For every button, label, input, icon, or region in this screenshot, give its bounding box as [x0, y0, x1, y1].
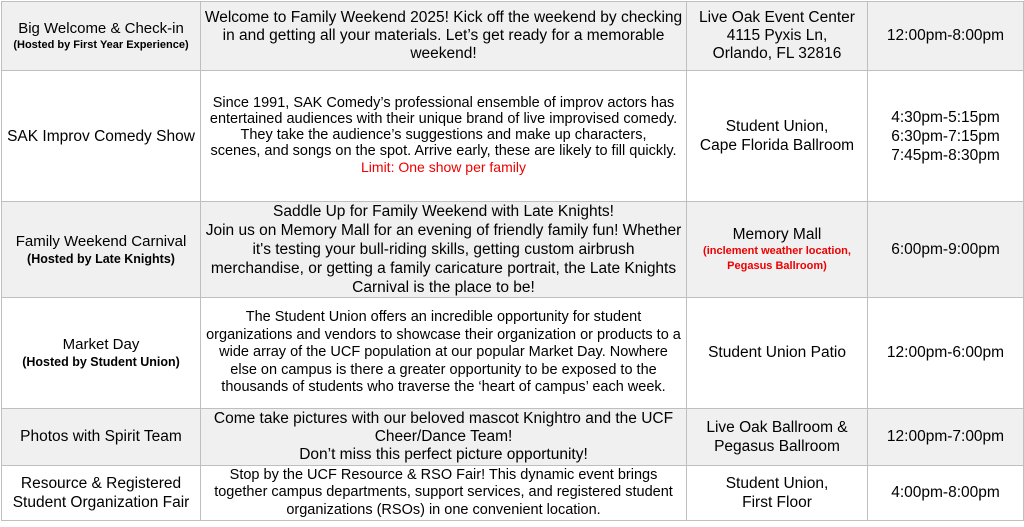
event-name: Family Weekend Carnival [15, 232, 187, 250]
event-location-cell [687, 409, 868, 466]
event-time: 12:00pm-8:00pm [886, 27, 1005, 45]
event-name: Photos with Spirit Team [20, 428, 182, 446]
event-name: Market Day [62, 336, 140, 353]
event-time: 4:30pm-5:15pm [891, 108, 1000, 126]
event-name: Resource & Registered Student Organization Fair [12, 475, 190, 511]
event-description: Saddle Up for Family Weekend with Late Knights! [273, 203, 614, 220]
event-name-cell [2, 409, 201, 466]
event-host: (Hosted by Student Union) [22, 355, 180, 369]
event-name-cell [2, 466, 201, 521]
event-time: 4:00pm-8:00pm [891, 484, 1000, 502]
event-time: 6:30pm-7:15pm [891, 127, 1000, 145]
table-row [2, 202, 1024, 298]
event-name-cell [2, 298, 201, 409]
event-description: Stop by the UCF Resource & RSO Fair! This dynamic event brings together campus departments, support services, and registered student organizations (RSOs) in one convenient location. [214, 466, 673, 518]
event-name: SAK Improv Comedy Show [7, 127, 195, 145]
event-description-cell [201, 298, 687, 409]
event-description: Don’t miss this perfect picture opportunity! [299, 446, 588, 463]
event-location-cell [687, 298, 868, 409]
event-description-cell [201, 71, 687, 202]
table-row [2, 71, 1024, 202]
event-description-cell [201, 409, 687, 466]
event-location-cell [687, 71, 868, 202]
event-name-cell [2, 71, 201, 202]
event-location-line: Student Union, [725, 475, 829, 492]
event-time-cell [868, 298, 1024, 409]
schedule-table [1, 1, 1024, 521]
table-row [2, 298, 1024, 409]
event-limit-note: Limit: One show per family [361, 158, 526, 175]
event-host: (Hosted by Late Knights) [27, 251, 175, 266]
event-time-cell [868, 409, 1024, 466]
event-name-cell [2, 202, 201, 298]
table-row [2, 409, 1024, 466]
event-time: 12:00pm-6:00pm [886, 344, 1005, 362]
event-description: Join us on Memory Mall for an evening of friendly family fun! Whether it's testing your bull-riding skills, getting custom airbrush merchandise, or getting a family caricature portrait, the Late Knights Carnival is the place to be! [205, 222, 682, 296]
event-location-line: First Floor [742, 494, 812, 511]
event-description-cell [201, 2, 687, 71]
table-row [2, 466, 1024, 521]
event-location-line: Live Oak Event Center [699, 9, 855, 26]
event-host: (Hosted by First Year Experience) [13, 38, 189, 51]
event-name: Big Welcome & Check-in [18, 20, 184, 38]
event-description: scenes, and songs on the spot. Arrive early, these are likely to fill quickly. [210, 142, 677, 159]
event-description-cell [201, 202, 687, 298]
event-location-line: Orlando, FL 32816 [712, 45, 842, 62]
event-location-line: Pegasus Ballroom [714, 438, 840, 455]
event-location-cell [687, 202, 868, 298]
event-location-line: Memory Mall [732, 226, 822, 243]
event-description: The Student Union offers an incredible opportunity for student organizations and vendors to showcase their organization or products to a wide array of the UCF population at our popular Market Day. Nowhere else on campus is there a greater opportunity to be exposed to the thousands of students who traverse the ‘heart of campus’ each week. [206, 309, 681, 396]
event-name-cell [2, 2, 201, 71]
event-location-line: 4115 Pyxis Ln, [726, 27, 828, 44]
event-description-cell [201, 466, 687, 521]
event-time-cell [868, 71, 1024, 202]
event-time-cell [868, 466, 1024, 521]
event-location-line: Student Union Patio [708, 344, 846, 362]
event-description: Welcome to Family Weekend 2025! Kick off the weekend by checking in and getting all your materials. Let’s get ready for a memorable weekend! [204, 9, 683, 62]
event-time-cell [868, 2, 1024, 71]
event-time: 7:45pm-8:30pm [891, 146, 1000, 164]
event-location-line: Live Oak Ballroom & [706, 419, 848, 436]
event-location-cell [687, 2, 868, 71]
table-row [2, 2, 1024, 71]
event-description: Since 1991, SAK Comedy’s professional ensemble of improv actors has entertained audiences with their unique brand of live improvised comedy. They take the audience’s suggestions and make up characters, [209, 95, 678, 144]
event-time: 12:00pm-7:00pm [886, 428, 1005, 446]
event-time: 6:00pm-9:00pm [891, 240, 1000, 258]
event-weather-note: (inclement weather location, Pegasus Ballroom) [703, 245, 851, 272]
event-description: Come take pictures with our beloved mascot Knightro and the UCF Cheer/Dance Team! [213, 410, 674, 445]
event-location-line: Student Union, [725, 118, 829, 135]
event-time-cell [868, 202, 1024, 298]
event-location-line: Cape Florida Ballroom [699, 137, 855, 154]
event-location-cell [687, 466, 868, 521]
